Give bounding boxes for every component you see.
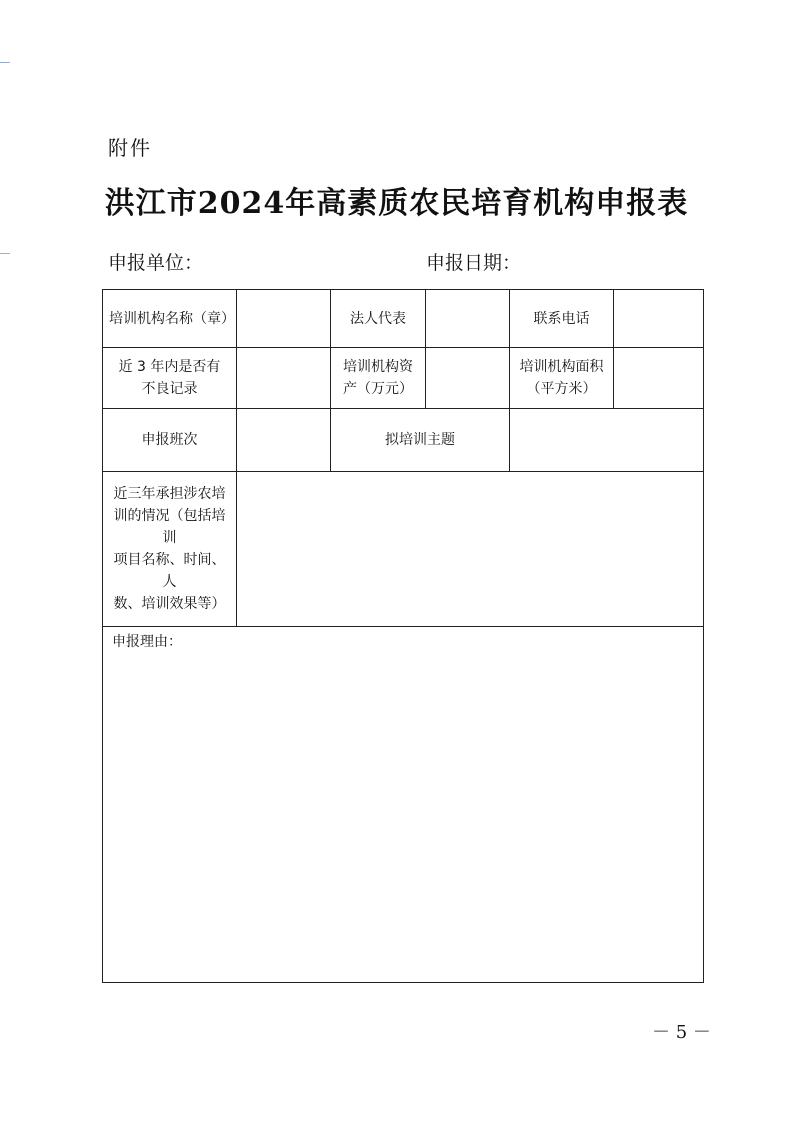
history-label-line: 近三年承担涉农培 <box>113 486 226 502</box>
theme-label: 拟培训主题 <box>331 409 510 472</box>
bad-record-field[interactable] <box>237 348 331 409</box>
assets-label <box>331 348 426 409</box>
report-date-label: 申报日期： <box>426 252 522 274</box>
applicant-unit-label: 申报单位： <box>108 252 204 274</box>
theme-field[interactable] <box>510 409 704 472</box>
application-form-table <box>102 289 704 983</box>
area-label <box>510 348 614 409</box>
form-row-basic-info <box>103 290 704 348</box>
bad-record-label-line: 不良记录 <box>141 381 198 397</box>
form-row-reason <box>103 627 704 983</box>
org-name-label: 培训机构名称（章） <box>103 290 237 348</box>
phone-label: 联系电话 <box>510 290 614 348</box>
history-field[interactable] <box>237 472 704 627</box>
bad-record-label <box>103 348 237 409</box>
form-row-record-assets <box>103 348 704 409</box>
page-title: 洪江市2024年高素质农民培育机构申报表 <box>104 186 689 221</box>
assets-label-line: 培训机构资 <box>343 359 413 375</box>
attachment-label: 附件 <box>108 136 152 160</box>
phone-field[interactable] <box>614 290 704 348</box>
assets-label-line: 产（万元） <box>343 381 413 397</box>
history-label-line: 项目名称、时间、人 <box>113 552 226 590</box>
legal-rep-label: 法人代表 <box>331 290 426 348</box>
form-row-class-theme <box>103 409 704 472</box>
assets-field[interactable] <box>426 348 510 409</box>
scan-edge-mark <box>0 62 10 63</box>
scan-edge-mark <box>0 253 10 254</box>
history-label <box>103 472 237 627</box>
reason-label: 申报理由： <box>112 634 182 650</box>
reason-field[interactable] <box>103 627 704 983</box>
bad-record-label-line: 近 3 年内是否有 <box>118 359 221 375</box>
area-label-line: 培训机构面积 <box>519 359 604 375</box>
area-field[interactable] <box>614 348 704 409</box>
legal-rep-field[interactable] <box>426 290 510 348</box>
history-label-line: 数、培训效果等） <box>113 596 226 612</box>
class-field[interactable] <box>237 409 331 472</box>
page-number: － 5 － <box>652 1022 711 1043</box>
org-name-field[interactable] <box>237 290 331 348</box>
area-label-line: （平方米） <box>526 381 597 397</box>
form-row-history <box>103 472 704 627</box>
history-label-line: 训的情况（包括培训 <box>113 508 226 546</box>
class-label: 申报班次 <box>103 409 237 472</box>
